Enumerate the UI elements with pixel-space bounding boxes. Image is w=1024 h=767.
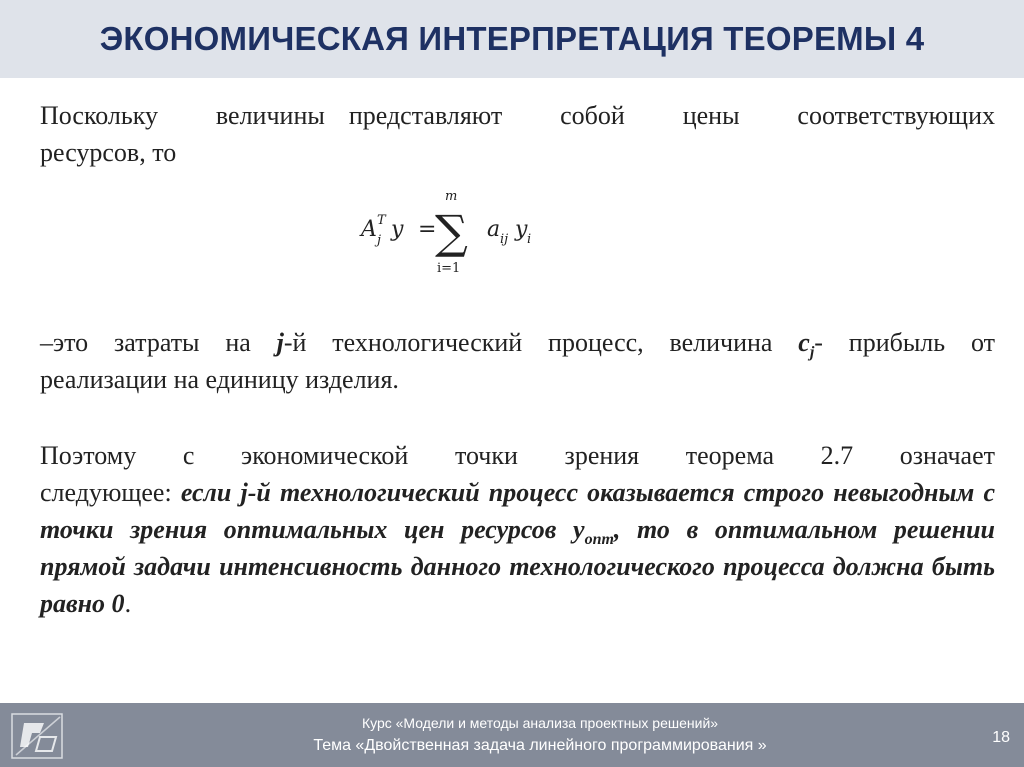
emphasis-text: если j-й технологический процесс оказывается строго невыгодным с точки зрения оптимальных цен ресурсов y xyxy=(40,478,995,544)
sum-formula xyxy=(355,180,565,280)
formula-y: y xyxy=(391,217,404,242)
page-number: 18 xyxy=(992,729,1010,746)
formula-sub-j: j xyxy=(377,233,382,248)
formula-A: A xyxy=(361,217,377,242)
slide-footer xyxy=(0,703,1024,767)
formula-upper-m: m xyxy=(445,189,458,204)
slide-title: ЭКОНОМИЧЕСКАЯ ИНТЕРПРЕТАЦИЯ ТЕОРЕМЫ 4 xyxy=(99,20,925,57)
paragraph-costs xyxy=(40,324,995,398)
formula-a: a xyxy=(487,217,501,242)
paragraph-conclusion: Поэтому с экономической точки зрения теорема 2.7 означает следующее: если j-й технологический процесс оказывается строго невыгодным с точки зрения оптимальных цен ресурсов $y_{опт}$, то в оптимальном решении прямой задачи интенсивность данного технологического процесса должна быть равно 0. xyxy=(40,437,995,622)
paragraph-line: реализации на единицу изделия. xyxy=(40,365,399,394)
paragraph-line: –это затраты на j-й технологический процесс, величина $c_j-$ прибыль от xyxy=(40,328,995,361)
formula-a-sub: ij xyxy=(500,232,509,247)
paragraph-line: Поскольку величины представляют собой цены соответствующих xyxy=(40,101,995,130)
footer-course: Курс «Модели и методы анализа проектных решений» xyxy=(361,715,719,731)
paragraph-line: Поэтому с экономической точки зрения теорема 2.7 означает xyxy=(40,441,995,470)
emphasis-text: , то в оптимальном решении прямой задачи интенсивность данного технологического процесса должна быть равно 0 xyxy=(40,515,995,618)
formula-yi: y xyxy=(515,217,528,242)
slide-header xyxy=(0,0,1024,78)
formula-sigma: ∑ xyxy=(435,205,468,259)
paragraph-line: ресурсов, то xyxy=(40,138,177,167)
formula-lower: i=1 xyxy=(437,261,461,276)
footer-topic: Тема «Двойственная задача линейного программирования » xyxy=(313,737,767,754)
paragraph-prices xyxy=(40,97,995,171)
university-logo-icon xyxy=(10,711,66,761)
formula-equals: = xyxy=(418,217,437,242)
formula-sup-T: T xyxy=(377,213,386,228)
formula-yi-sub: i xyxy=(527,232,532,247)
